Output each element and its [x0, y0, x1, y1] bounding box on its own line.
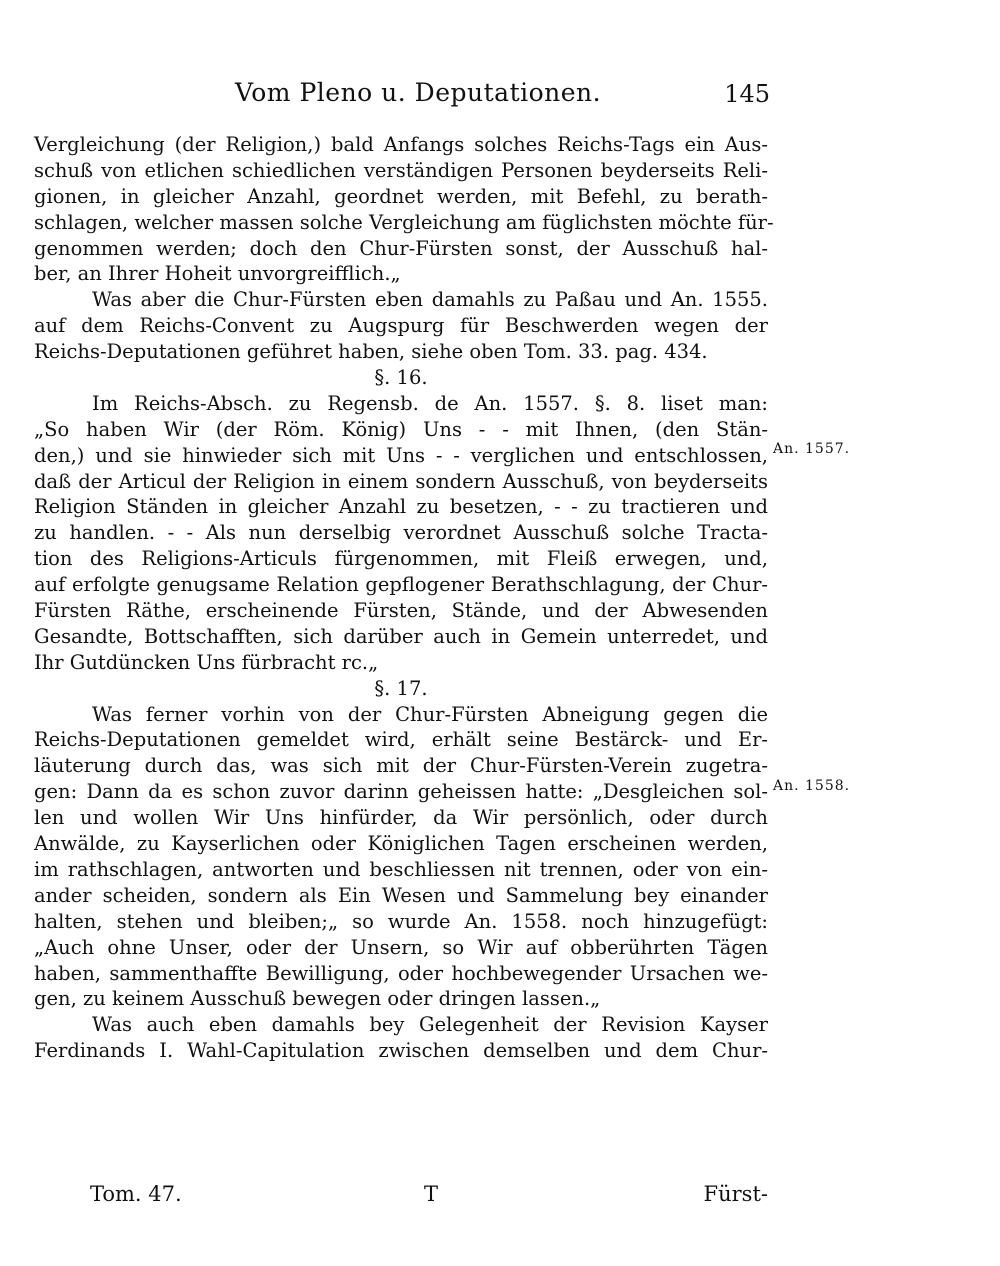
text-line: Reichs-Deputationen gemeldet wird, erhält seine Bestärck- und Er-: [34, 728, 768, 752]
section-heading: §. 17.: [374, 676, 428, 700]
text-line: schlagen, welcher massen solche Vergleichung am füglichsten möchte für-: [34, 210, 774, 234]
signature-mark: T: [424, 1182, 439, 1206]
running-title: Vom Pleno u. Deputationen.: [235, 78, 602, 107]
text-line: auf dem Reichs-Convent zu Augspurg für Beschwerden wegen der: [34, 314, 768, 338]
text-line: Gesandte, Bottschafften, sich darüber auch in Gemein unterredet, und: [34, 624, 768, 648]
text-line: schuß von etlichen schiedlichen verständigen Personen beyderseits Reli-: [34, 158, 768, 182]
text-line: gen, zu keinem Ausschuß bewegen oder dringen lassen.„: [34, 987, 601, 1011]
text-line: gen: Dann da es schon zuvor darinn geheissen hatte: „Desgleichen sol-: [34, 780, 768, 804]
page-footer: [34, 1182, 768, 1212]
text-line: len und wollen Wir Uns hinfürder, da Wir persönlich, oder durch: [34, 806, 768, 830]
text-line: „Auch ohne Unser, oder der Unsern, so Wir auf obberührten Tägen: [34, 935, 768, 959]
text-line: Religion Ständen in gleicher Anzahl zu besetzen, - - zu tractieren und: [34, 495, 768, 519]
text-line: gionen, in gleicher Anzahl, geordnet werden, mit Befehl, zu berath-: [34, 184, 768, 208]
text-line: ander scheiden, sondern als Ein Wesen und Sammelung bey einander: [34, 883, 768, 907]
text-line: Ferdinands I. Wahl-Capitulation zwischen demselben und dem Chur-: [34, 1039, 768, 1063]
text-line: daß der Articul der Religion in einem sondern Ausschuß, von beyderseits: [34, 469, 768, 493]
text-line: Ihr Gutdüncken Uns fürbracht rc.„: [34, 650, 379, 674]
text-line: ber, an Ihrer Hoheit unvorgreifflich.„: [34, 262, 401, 286]
text-line: Anwälde, zu Kayserlichen oder Königlichen Tagen erscheinen werden,: [34, 832, 768, 856]
margin-note-year: An. 1558.: [773, 778, 851, 794]
text-line: Was ferner vorhin von der Chur-Fürsten Abneigung gegen die: [92, 702, 768, 726]
text-line: zu handlen. - - Als nun derselbig verordnet Ausschuß solche Tracta-: [34, 521, 768, 545]
text-line: Fürsten Räthe, erscheinende Fürsten, Stände, und der Abwesenden: [34, 599, 768, 623]
page-header: [30, 78, 770, 118]
text-line: den,) und sie hinwieder sich mit Uns - - verglichen und entschlossen,: [34, 443, 768, 467]
text-line: Im Reichs-Absch. zu Regensb. de An. 1557. §. 8. liset man:: [92, 391, 768, 415]
text-line: im rathschlagen, antworten und beschliessen nit trennen, oder von ein-: [34, 857, 768, 881]
catchword: Fürst-: [703, 1182, 768, 1206]
text-line: läuterung durch das, was sich mit der Chur-Fürsten-Verein zugetra-: [34, 754, 768, 778]
page-number: 145: [724, 80, 770, 108]
text-line: tion des Religions-Articuls fürgenommen, mit Fleiß erwegen, und,: [34, 547, 768, 571]
text-line: halten, stehen und bleiben;„ so wurde An. 1558. noch hinzugefügt:: [34, 909, 768, 933]
body-text: [34, 132, 774, 1064]
text-line: „So haben Wir (der Röm. König) Uns - - mit Ihnen, (den Stän-: [34, 417, 768, 441]
text-line: Reichs-Deputationen geführet haben, siehe oben Tom. 33. pag. 434.: [34, 340, 708, 364]
section-heading: §. 16.: [374, 366, 428, 390]
text-line: Vergleichung (der Religion,) bald Anfangs solches Reichs-Tags ein Aus-: [34, 133, 768, 156]
text-line: auf erfolgte genugsame Relation gepflogener Berathschlagung, der Chur-: [34, 573, 768, 597]
text-line: genommen werden; doch den Chur-Fürsten sonst, der Ausschuß hal-: [34, 236, 768, 260]
text-line: Was aber die Chur-Fürsten eben damahls zu Paßau und An. 1555.: [92, 288, 768, 312]
signature-volume: Tom. 47.: [90, 1182, 182, 1206]
text-line: Was auch eben damahls bey Gelegenheit der Revision Kayser: [92, 1013, 768, 1037]
text-line: haben, sammenthaffte Bewilligung, oder hochbewegender Ursachen we-: [34, 961, 768, 985]
margin-note-year: An. 1557.: [773, 441, 851, 457]
